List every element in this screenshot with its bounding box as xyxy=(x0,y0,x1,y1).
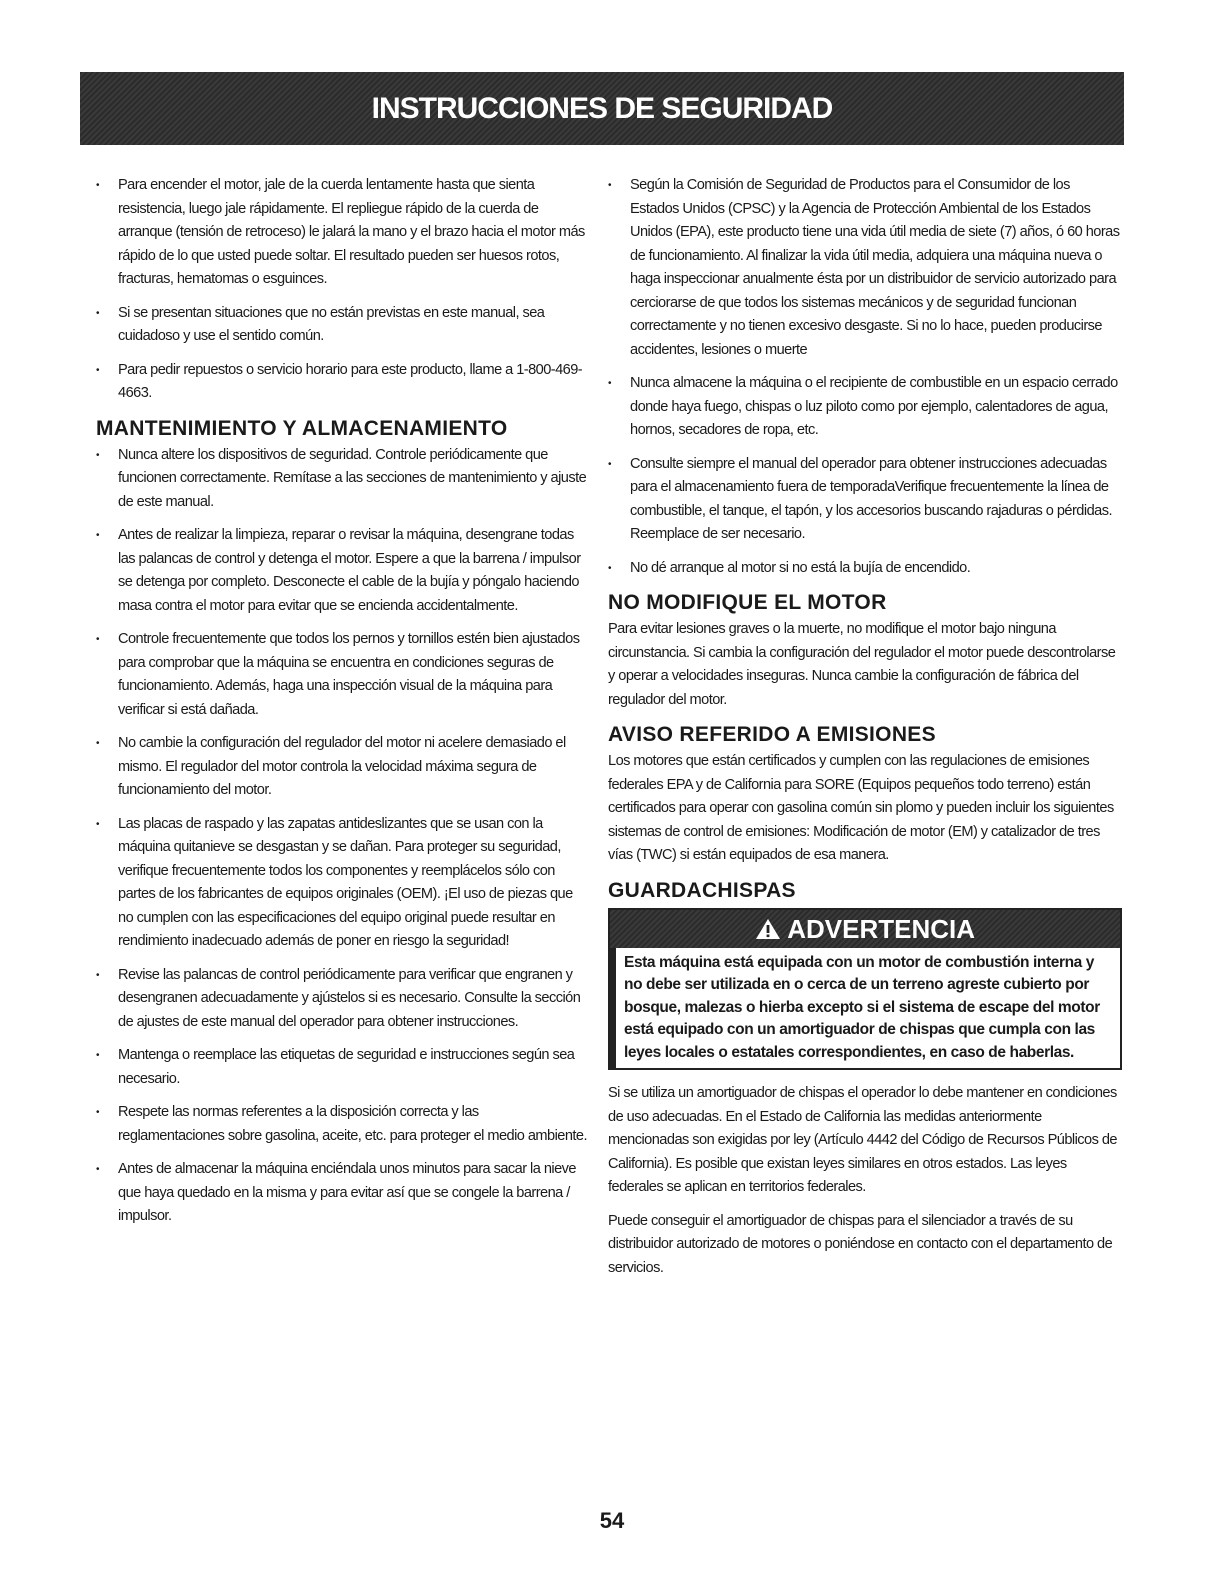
list-item: • No dé arranque al motor si no está la bujía de encendido. xyxy=(608,557,1122,581)
list-item: • Nunca altere los dispositivos de seguridad. Controle periódicamente que funcionen correctamente. Remítase a las secciones de mantenimiento y ajuste de este manual. xyxy=(96,444,588,515)
list-item: • Antes de realizar la limpieza, reparar o revisar la máquina, desengrane todas las palancas de control y detenga el motor. Espere a que la barrena / impulsor se detenga por completo. Desconecte el cable de la bujía y póngalo haciendo masa contra el motor para evitar que se encienda accidentalmente. xyxy=(96,524,588,618)
section-heading-maintenance: MANTENIMIENTO Y ALMACENAMIENTO xyxy=(96,416,508,440)
list-item: • Antes de almacenar la máquina enciéndala unos minutos para sacar la nieve que haya quedado en la misma y para evitar así que se congele la barrena / impulsor. xyxy=(96,1158,588,1229)
list-item: • Mantenga o reemplace las etiquetas de seguridad e instrucciones según sea necesario. xyxy=(96,1044,588,1091)
list-item: • Consulte siempre el manual del operador para obtener instrucciones adecuadas para el almacenamiento fuera de temporadaVerifique frecuentemente la línea de combustible, el tanque, el tapón, y los accesorios buscando rajaduras o pérdidas. Reemplace de ser necesario. xyxy=(608,453,1122,547)
section-heading-spark-arrester: GUARDACHISPAS xyxy=(608,878,796,902)
list-item: • Respete las normas referentes a la disposición correcta y las reglamentaciones sobre gasolina, aceite, etc. para proteger el medio ambiente. xyxy=(96,1101,588,1148)
spark-text-2: Puede conseguir el amortiguador de chispas para el silenciador a través de su distribuidor autorizado de motores o poniéndose en contacto con el departamento de servicios. xyxy=(608,1212,1113,1276)
section-heading-motor: NO MODIFIQUE EL MOTOR xyxy=(608,591,887,614)
warning-triangle-icon xyxy=(755,918,781,940)
list-item: • Si se presentan situaciones que no están previstas en este manual, sea cuidadoso y use el sentido común. xyxy=(96,302,588,349)
warning-text: Esta máquina está equipada con un motor de combustión interna y no debe ser utilizada en o cerca de un terreno agreste cubierto por bosque, malezas o hierba excepto si el sistema de escape del motor está equipado con un amortiguador de chispas que cumpla con las leyes locales o estatales correspondientes, en caso de haberlas. xyxy=(610,948,1120,1069)
list-item: • No cambie la configuración del regulador del motor ni acelere demasiado el mismo. El regulador del motor controla la velocidad máxima segura de funcionamiento del motor. xyxy=(96,732,588,803)
warning-header xyxy=(610,910,1120,948)
spark-text-1: Si se utiliza un amortiguador de chispas el operador lo debe mantener en condiciones de uso adecuadas. En el Estado de California las medidas anteriormente mencionadas son exigidas por ley (Artículo 4442 del Código de Recursos Públicos de California). Es posible que existan leyes similares en otros estados. Las leyes federales se aplican en territorios federales. xyxy=(608,1085,1117,1195)
list-item: • Las placas de raspado y las zapatas antideslizantes que se usan con la máquina quitanieve se desgastan y se dañan. Para proteger su seguridad, verifique frecuentemente todos los componentes y reemplácelos sólo con partes de los fabricantes de equipos originales (OEM). ¡El uso de piezas que no cumplen con las especificaciones del equipo original puede resultar en rendimiento inadecuado además de poner en riesgo la seguridad! xyxy=(96,813,588,954)
page-title: INSTRUCCIONES DE SEGURIDAD xyxy=(371,91,833,125)
warning-title: ADVERTENCIA xyxy=(787,913,976,944)
emissions-text: Los motores que están certificados y cumplen con las regulaciones de emisiones federales EPA y de California para SORE (Equipos pequeños todo terreno) están certificados para operar con gasolina común sin plomo y pueden incluir los siguientes sistemas de control de emisiones: Modificación de motor (EM) y catalizador de tres vías (TWC) si están equipados de esa manera. xyxy=(608,753,1114,863)
list-item: • Para encender el motor, jale de la cuerda lentamente hasta que sienta resistencia, luego jale rápidamente. El repliegue rápido de la cuerda de arranque (tensión de retroceso) le jalará la mano y el brazo hacia el motor más rápido de lo que usted puede soltar. El resultado pueden ser huesos rotos, fracturas, hematomas o esguinces. xyxy=(96,174,588,292)
list-item: • Para pedir repuestos o servicio horario para este producto, llame a 1-800-469-4663. xyxy=(96,359,588,406)
list-item: • Según la Comisión de Seguridad de Productos para el Consumidor de los Estados Unidos (CPSC) y la Agencia de Protección Ambiental de los Estados Unidos (EPA), este producto tiene una vida útil media de siete (7) años, ó 60 horas de funcionamiento. Al finalizar la vida útil media, adquiera una máquina nueva o haga inspeccionar anualmente ésta por un distribuidor de servicio autorizado para cerciorarse de que todos los sistemas mecánicos y de seguridad funcionan correctamente y no tienen excesivo desgaste. Si no lo hace, pueden producirse accidentes, lesiones o muerte xyxy=(608,174,1122,362)
right-column xyxy=(608,174,1122,1290)
list-item: • Controle frecuentemente que todos los pernos y tornillos estén bien ajustados para comprobar que la máquina se encuentra en condiciones seguras de funcionamiento. Además, haga una inspección visual de la máquina para verificar si está dañada. xyxy=(96,628,588,722)
motor-text: Para evitar lesiones graves o la muerte, no modifique el motor bajo ninguna circunstancia. Si cambia la configuración del regulador el motor puede descontrolarse y operar a velocidades inseguras. Nunca cambie la configuración de fábrica del regulador del motor. xyxy=(608,621,1116,708)
list-item: • Nunca almacene la máquina o el recipiente de combustible en un espacio cerrado donde haya fuego, chispas o luz piloto como por ejemplo, calentadores de agua, hornos, secadores de ropa, etc. xyxy=(608,372,1122,443)
section-heading-emissions: AVISO REFERIDO A EMISIONES xyxy=(608,723,936,746)
page-number: 54 xyxy=(599,1508,625,1533)
left-column xyxy=(96,174,588,1239)
section-banner xyxy=(80,72,1124,145)
warning-box xyxy=(608,908,1122,1071)
list-item: • Revise las palancas de control periódicamente para verificar que engranen y desengranen adecuadamente y ajústelos si es necesario. Consulte la sección de ajustes de este manual del operador para obtener instrucciones. xyxy=(96,964,588,1035)
